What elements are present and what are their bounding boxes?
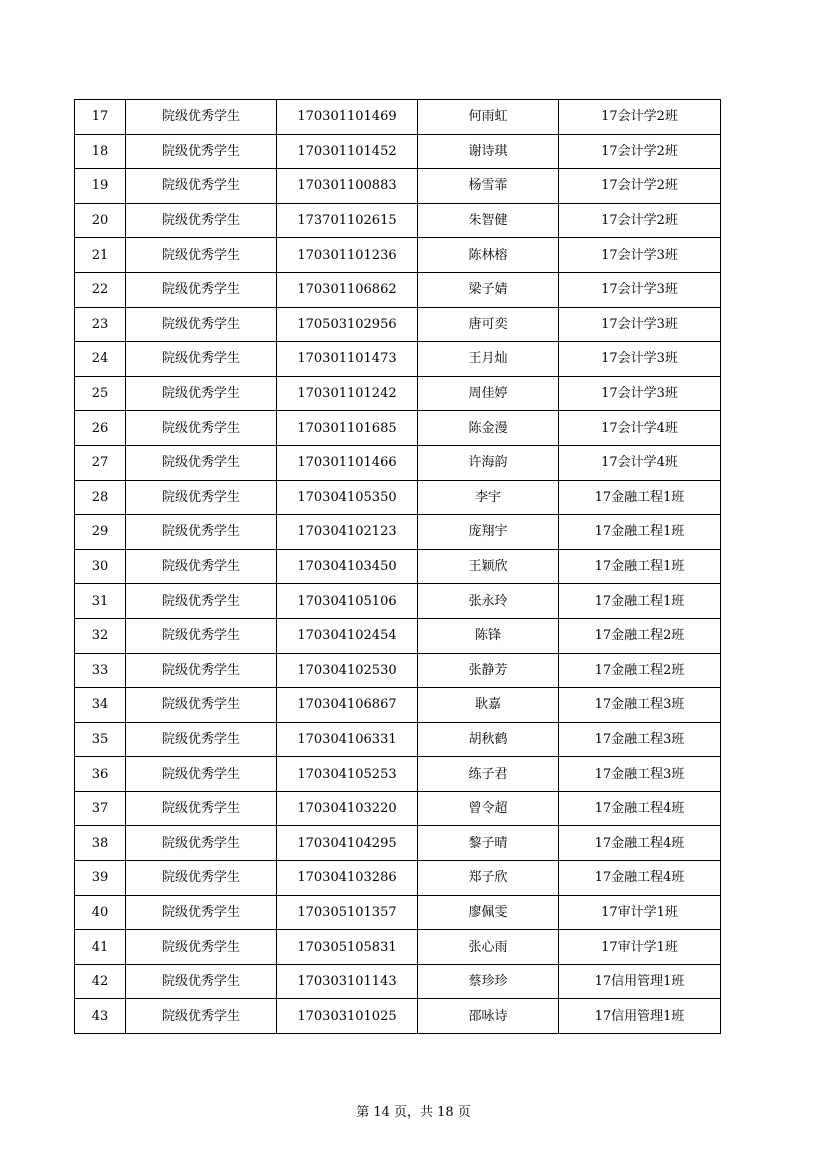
award-type-cell: 院级优秀学生 (126, 584, 277, 619)
award-type-cell: 院级优秀学生 (126, 480, 277, 515)
table-row (75, 445, 721, 480)
row-number-cell: 43 (75, 999, 126, 1034)
student-name-cell: 庞翔宇 (418, 515, 559, 550)
class-name-cell: 17会计学2班 (559, 169, 721, 204)
student-id-cell: 170301101452 (277, 134, 418, 169)
row-number-cell: 35 (75, 722, 126, 757)
class-name-cell: 17会计学3班 (559, 272, 721, 307)
student-name-cell: 谢诗琪 (418, 134, 559, 169)
student-name-cell: 唐可奕 (418, 307, 559, 342)
class-name-cell: 17会计学4班 (559, 445, 721, 480)
student-id-cell: 170305105831 (277, 930, 418, 965)
student-id-cell: 170303101025 (277, 999, 418, 1034)
row-number-cell: 28 (75, 480, 126, 515)
table-row (75, 515, 721, 550)
class-name-cell: 17会计学3班 (559, 238, 721, 273)
student-id-cell: 170301101685 (277, 411, 418, 446)
class-name-cell: 17金融工程3班 (559, 722, 721, 757)
student-id-cell: 170303101143 (277, 964, 418, 999)
award-type-cell: 院级优秀学生 (126, 895, 277, 930)
student-name-cell: 何雨虹 (418, 100, 559, 135)
student-name-cell: 郑子欣 (418, 861, 559, 896)
row-number-cell: 24 (75, 342, 126, 377)
row-number-cell: 40 (75, 895, 126, 930)
table-row (75, 618, 721, 653)
student-name-cell: 胡秋鹤 (418, 722, 559, 757)
student-id-cell: 170304105106 (277, 584, 418, 619)
table-row (75, 376, 721, 411)
class-name-cell: 17金融工程3班 (559, 757, 721, 792)
table-row (75, 342, 721, 377)
class-name-cell: 17会计学3班 (559, 342, 721, 377)
award-type-cell: 院级优秀学生 (126, 342, 277, 377)
class-name-cell: 17会计学2班 (559, 134, 721, 169)
student-name-cell: 陈锋 (418, 618, 559, 653)
table-row (75, 653, 721, 688)
class-name-cell: 17会计学3班 (559, 307, 721, 342)
page-number-footer: 第 14 页，共 18 页 (356, 1105, 471, 1120)
row-number-cell: 22 (75, 272, 126, 307)
award-type-cell: 院级优秀学生 (126, 688, 277, 723)
student-name-cell: 梁子婧 (418, 272, 559, 307)
award-type-cell: 院级优秀学生 (126, 653, 277, 688)
table-row (75, 895, 721, 930)
row-number-cell: 39 (75, 861, 126, 896)
award-type-cell: 院级优秀学生 (126, 238, 277, 273)
student-id-cell: 170304102123 (277, 515, 418, 550)
class-name-cell: 17会计学3班 (559, 376, 721, 411)
row-number-cell: 18 (75, 134, 126, 169)
award-type-cell: 院级优秀学生 (126, 964, 277, 999)
student-id-cell: 170301101469 (277, 100, 418, 135)
class-name-cell: 17金融工程4班 (559, 826, 721, 861)
award-type-cell: 院级优秀学生 (126, 791, 277, 826)
award-type-cell: 院级优秀学生 (126, 722, 277, 757)
table-row (75, 549, 721, 584)
class-name-cell: 17金融工程1班 (559, 515, 721, 550)
award-type-cell: 院级优秀学生 (126, 618, 277, 653)
row-number-cell: 19 (75, 169, 126, 204)
class-name-cell: 17金融工程3班 (559, 688, 721, 723)
student-name-cell: 廖佩雯 (418, 895, 559, 930)
award-type-cell: 院级优秀学生 (126, 272, 277, 307)
table-row (75, 688, 721, 723)
student-name-cell: 王颖欣 (418, 549, 559, 584)
table-row (75, 584, 721, 619)
row-number-cell: 21 (75, 238, 126, 273)
award-type-cell: 院级优秀学生 (126, 376, 277, 411)
student-name-cell: 黎子晴 (418, 826, 559, 861)
row-number-cell: 31 (75, 584, 126, 619)
student-id-cell: 170301101236 (277, 238, 418, 273)
row-number-cell: 34 (75, 688, 126, 723)
student-name-cell: 许海韵 (418, 445, 559, 480)
student-id-cell: 170503102956 (277, 307, 418, 342)
student-name-cell: 蔡珍珍 (418, 964, 559, 999)
award-type-cell: 院级优秀学生 (126, 134, 277, 169)
student-id-cell: 170304106331 (277, 722, 418, 757)
class-name-cell: 17金融工程2班 (559, 618, 721, 653)
table-row (75, 272, 721, 307)
row-number-cell: 29 (75, 515, 126, 550)
award-type-cell: 院级优秀学生 (126, 549, 277, 584)
student-name-cell: 陈林榕 (418, 238, 559, 273)
class-name-cell: 17审计学1班 (559, 930, 721, 965)
row-number-cell: 32 (75, 618, 126, 653)
table-row (75, 861, 721, 896)
student-name-cell: 张静芳 (418, 653, 559, 688)
student-id-cell: 170304105253 (277, 757, 418, 792)
award-list-table (74, 99, 721, 1034)
award-type-cell: 院级优秀学生 (126, 445, 277, 480)
class-name-cell: 17金融工程1班 (559, 480, 721, 515)
student-name-cell: 练子君 (418, 757, 559, 792)
student-id-cell: 170301101242 (277, 376, 418, 411)
student-id-cell: 170304103450 (277, 549, 418, 584)
student-id-cell: 170304103286 (277, 861, 418, 896)
student-id-cell: 170301106862 (277, 272, 418, 307)
award-type-cell: 院级优秀学生 (126, 515, 277, 550)
table-row (75, 757, 721, 792)
student-name-cell: 李宇 (418, 480, 559, 515)
row-number-cell: 25 (75, 376, 126, 411)
row-number-cell: 17 (75, 100, 126, 135)
row-number-cell: 26 (75, 411, 126, 446)
student-name-cell: 张心雨 (418, 930, 559, 965)
table-row (75, 964, 721, 999)
table-row (75, 134, 721, 169)
class-name-cell: 17信用管理1班 (559, 964, 721, 999)
award-type-cell: 院级优秀学生 (126, 861, 277, 896)
student-name-cell: 杨雪霏 (418, 169, 559, 204)
student-id-cell: 170305101357 (277, 895, 418, 930)
award-type-cell: 院级优秀学生 (126, 411, 277, 446)
class-name-cell: 17会计学2班 (559, 203, 721, 238)
row-number-cell: 42 (75, 964, 126, 999)
student-name-cell: 邵咏诗 (418, 999, 559, 1034)
student-name-cell: 陈金漫 (418, 411, 559, 446)
class-name-cell: 17审计学1班 (559, 895, 721, 930)
student-id-cell: 170301101473 (277, 342, 418, 377)
award-type-cell: 院级优秀学生 (126, 826, 277, 861)
class-name-cell: 17金融工程1班 (559, 549, 721, 584)
row-number-cell: 27 (75, 445, 126, 480)
table-row (75, 930, 721, 965)
student-name-cell: 周佳婷 (418, 376, 559, 411)
row-number-cell: 30 (75, 549, 126, 584)
row-number-cell: 38 (75, 826, 126, 861)
student-id-cell: 170304103220 (277, 791, 418, 826)
award-type-cell: 院级优秀学生 (126, 307, 277, 342)
student-id-cell: 170304106867 (277, 688, 418, 723)
student-name-cell: 朱智健 (418, 203, 559, 238)
student-id-cell: 170301100883 (277, 169, 418, 204)
table-row (75, 307, 721, 342)
student-name-cell: 王月灿 (418, 342, 559, 377)
table-row (75, 826, 721, 861)
class-name-cell: 17金融工程4班 (559, 791, 721, 826)
award-type-cell: 院级优秀学生 (126, 757, 277, 792)
row-number-cell: 33 (75, 653, 126, 688)
table-row (75, 169, 721, 204)
table-row (75, 411, 721, 446)
row-number-cell: 20 (75, 203, 126, 238)
student-id-cell: 173701102615 (277, 203, 418, 238)
student-id-cell: 170304102530 (277, 653, 418, 688)
row-number-cell: 23 (75, 307, 126, 342)
award-type-cell: 院级优秀学生 (126, 930, 277, 965)
student-id-cell: 170301101466 (277, 445, 418, 480)
student-id-cell: 170304104295 (277, 826, 418, 861)
class-name-cell: 17信用管理1班 (559, 999, 721, 1034)
award-type-cell: 院级优秀学生 (126, 169, 277, 204)
class-name-cell: 17金融工程1班 (559, 584, 721, 619)
student-name-cell: 曾令超 (418, 791, 559, 826)
row-number-cell: 37 (75, 791, 126, 826)
award-type-cell: 院级优秀学生 (126, 100, 277, 135)
table-row (75, 238, 721, 273)
student-id-cell: 170304105350 (277, 480, 418, 515)
table-row (75, 203, 721, 238)
student-id-cell: 170304102454 (277, 618, 418, 653)
table-row (75, 999, 721, 1034)
class-name-cell: 17金融工程4班 (559, 861, 721, 896)
class-name-cell: 17金融工程2班 (559, 653, 721, 688)
award-type-cell: 院级优秀学生 (126, 999, 277, 1034)
table-row (75, 791, 721, 826)
class-name-cell: 17会计学2班 (559, 100, 721, 135)
row-number-cell: 36 (75, 757, 126, 792)
student-name-cell: 张永玲 (418, 584, 559, 619)
row-number-cell: 41 (75, 930, 126, 965)
award-list-body (75, 100, 721, 1034)
student-name-cell: 耿嘉 (418, 688, 559, 723)
class-name-cell: 17会计学4班 (559, 411, 721, 446)
table-row (75, 480, 721, 515)
table-row (75, 100, 721, 135)
table-row (75, 722, 721, 757)
award-type-cell: 院级优秀学生 (126, 203, 277, 238)
